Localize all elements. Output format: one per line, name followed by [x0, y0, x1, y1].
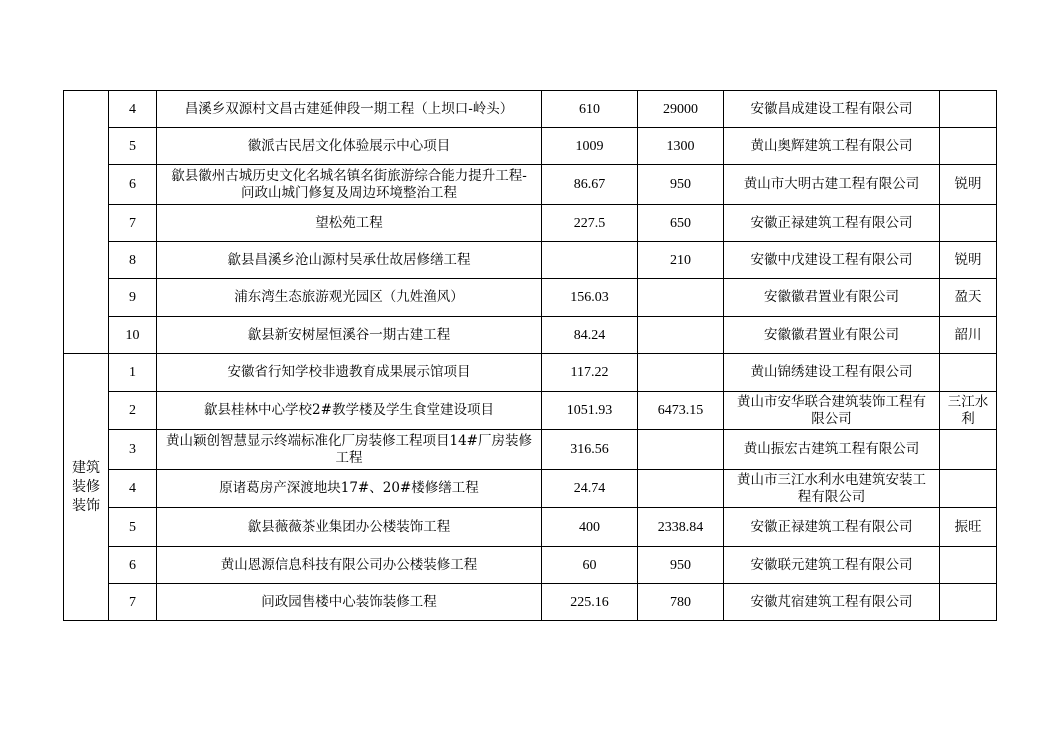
note-cell: 锐明: [940, 242, 997, 279]
area-cell: 225.16: [542, 584, 638, 621]
project-name-cell: 歙县薇薇茶业集团办公楼装饰工程: [157, 508, 542, 547]
row-number-cell: 9: [109, 279, 157, 317]
note-cell: 振旺: [940, 508, 997, 547]
note-cell: [940, 205, 997, 242]
project-name-cell: 歙县徽州古城历史文化名城名镇名街旅游综合能力提升工程-问政山城门修复及周边环境整治工程: [157, 165, 542, 205]
area-cell: 86.67: [542, 165, 638, 205]
amount-cell: 1300: [638, 128, 724, 165]
company-cell: 安徽芃宿建筑工程有限公司: [724, 584, 940, 621]
category-cell: [64, 91, 109, 354]
note-cell: 韶川: [940, 317, 997, 354]
company-cell: 安徽徽君置业有限公司: [724, 279, 940, 317]
area-cell: 60: [542, 547, 638, 584]
row-number-cell: 3: [109, 430, 157, 470]
table-row: [64, 470, 997, 508]
row-number-cell: 7: [109, 205, 157, 242]
company-cell: 安徽正禄建筑工程有限公司: [724, 508, 940, 547]
amount-cell: 2338.84: [638, 508, 724, 547]
area-cell: 316.56: [542, 430, 638, 470]
row-number-cell: 1: [109, 354, 157, 392]
company-cell: 安徽正禄建筑工程有限公司: [724, 205, 940, 242]
company-cell: 黄山市大明古建工程有限公司: [724, 165, 940, 205]
area-cell: 1051.93: [542, 392, 638, 430]
row-number-cell: 6: [109, 165, 157, 205]
note-cell: 锐明: [940, 165, 997, 205]
note-cell: 三江水利: [940, 392, 997, 430]
area-cell: 227.5: [542, 205, 638, 242]
amount-cell: 780: [638, 584, 724, 621]
amount-cell: 210: [638, 242, 724, 279]
project-name-cell: 徽派古民居文化体验展示中心项目: [157, 128, 542, 165]
area-cell: 610: [542, 91, 638, 128]
amount-cell: 950: [638, 547, 724, 584]
table-body: [64, 91, 997, 621]
project-name-cell: 浦东湾生态旅游观光园区（九姓渔风）: [157, 279, 542, 317]
note-cell: [940, 354, 997, 392]
project-name-cell: 黄山恩源信息科技有限公司办公楼装修工程: [157, 547, 542, 584]
row-number-cell: 8: [109, 242, 157, 279]
category-cell: 建筑装修装饰: [64, 354, 109, 621]
table-row: [64, 430, 997, 470]
company-cell: 黄山市三江水利水电建筑安装工程有限公司: [724, 470, 940, 508]
table-row: [64, 547, 997, 584]
amount-cell: [638, 279, 724, 317]
row-number-cell: 10: [109, 317, 157, 354]
project-name-cell: 安徽省行知学校非遗教育成果展示馆项目: [157, 354, 542, 392]
table-row: [64, 392, 997, 430]
note-cell: [940, 547, 997, 584]
note-cell: [940, 128, 997, 165]
row-number-cell: 5: [109, 508, 157, 547]
table-row: [64, 584, 997, 621]
project-name-cell: 原诸葛房产深渡地块17#、20#楼修缮工程: [157, 470, 542, 508]
project-name-cell: 歙县昌溪乡沧山源村吴承仕故居修缮工程: [157, 242, 542, 279]
amount-cell: [638, 470, 724, 508]
table-row: [64, 317, 997, 354]
table-row: [64, 205, 997, 242]
project-name-cell: 望松苑工程: [157, 205, 542, 242]
project-name-cell: 歙县桂林中心学校2#教学楼及学生食堂建设项目: [157, 392, 542, 430]
table-row: [64, 91, 997, 128]
table-row: [64, 508, 997, 547]
amount-cell: 29000: [638, 91, 724, 128]
company-cell: 黄山奥辉建筑工程有限公司: [724, 128, 940, 165]
row-number-cell: 7: [109, 584, 157, 621]
area-cell: 84.24: [542, 317, 638, 354]
area-cell: 400: [542, 508, 638, 547]
project-name-cell: 黄山颖创智慧显示终端标准化厂房装修工程项目14#厂房装修工程: [157, 430, 542, 470]
table-row: [64, 165, 997, 205]
company-cell: 安徽徽君置业有限公司: [724, 317, 940, 354]
row-number-cell: 4: [109, 91, 157, 128]
row-number-cell: 2: [109, 392, 157, 430]
company-cell: 黄山振宏古建筑工程有限公司: [724, 430, 940, 470]
project-table: [63, 90, 997, 621]
note-cell: [940, 470, 997, 508]
amount-cell: [638, 317, 724, 354]
row-number-cell: 5: [109, 128, 157, 165]
company-cell: 安徽昌成建设工程有限公司: [724, 91, 940, 128]
table-row: [64, 128, 997, 165]
project-name-cell: 问政园售楼中心装饰装修工程: [157, 584, 542, 621]
area-cell: [542, 242, 638, 279]
table-row: [64, 279, 997, 317]
company-cell: 黄山市安华联合建筑装饰工程有限公司: [724, 392, 940, 430]
area-cell: 24.74: [542, 470, 638, 508]
area-cell: 156.03: [542, 279, 638, 317]
note-cell: [940, 430, 997, 470]
company-cell: 安徽中戊建设工程有限公司: [724, 242, 940, 279]
table-row: [64, 242, 997, 279]
amount-cell: [638, 354, 724, 392]
area-cell: 117.22: [542, 354, 638, 392]
project-name-cell: 昌溪乡双源村文昌古建延伸段一期工程（上坝口-岭头）: [157, 91, 542, 128]
note-cell: [940, 584, 997, 621]
project-name-cell: 歙县新安树屋恒溪谷一期古建工程: [157, 317, 542, 354]
company-cell: 黄山锦绣建设工程有限公司: [724, 354, 940, 392]
row-number-cell: 4: [109, 470, 157, 508]
note-cell: 盈天: [940, 279, 997, 317]
note-cell: [940, 91, 997, 128]
amount-cell: [638, 430, 724, 470]
row-number-cell: 6: [109, 547, 157, 584]
amount-cell: 650: [638, 205, 724, 242]
table-row: [64, 354, 997, 392]
area-cell: 1009: [542, 128, 638, 165]
amount-cell: 6473.15: [638, 392, 724, 430]
amount-cell: 950: [638, 165, 724, 205]
company-cell: 安徽联元建筑工程有限公司: [724, 547, 940, 584]
